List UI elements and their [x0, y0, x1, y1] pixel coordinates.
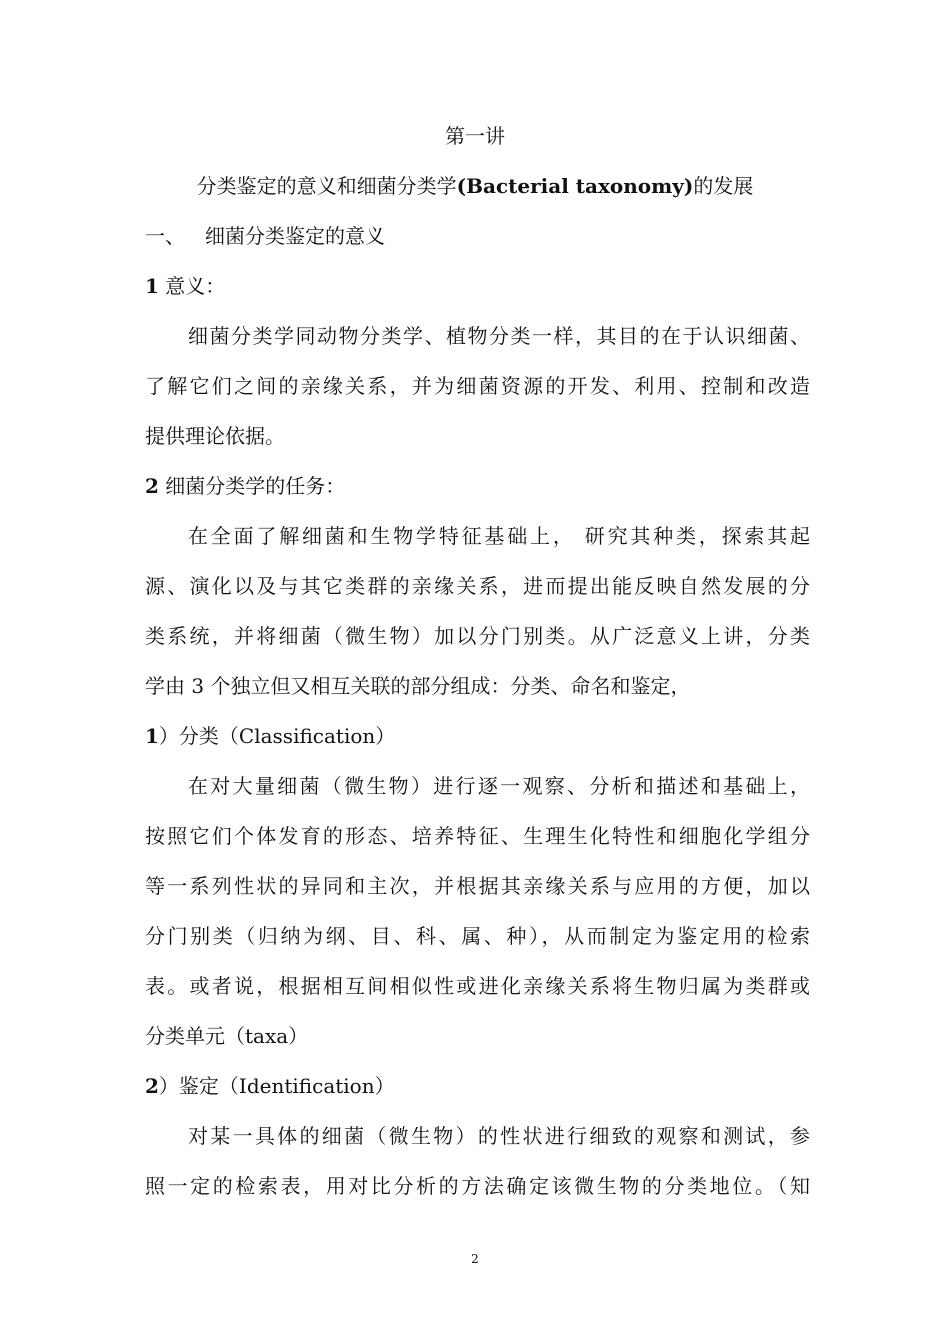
para1-line-3: 提供理论依据。: [145, 424, 285, 448]
item-1-text: ）分类（Classification）: [158, 724, 396, 748]
item-2-number: 2: [145, 1074, 159, 1098]
para4-line-2: 照一定的检索表，用对比分析的方法确定该微生物的分类地位。（知: [145, 1174, 810, 1198]
subheading-2: [145, 472, 810, 500]
para3-line-5: 表。或者说，根据相互间相似性或进化亲缘关系将生物归属为类群或: [145, 974, 810, 998]
item-1-number: 1: [145, 724, 159, 748]
para3-line-2: 按照它们个体发育的形态、培养特征、生理生化特性和细胞化学组分: [145, 824, 810, 848]
section-title-pre: 分类鉴定的意义和细菌分类学: [196, 174, 457, 198]
para2-line-2: 源、演化以及与其它类群的亲缘关系，进而提出能反映自然发展的分: [145, 574, 810, 598]
para1-line-2: 了解它们之间的亲缘关系，并为细菌资源的开发、利用、控制和改造: [145, 374, 810, 398]
para2-line-3: 类系统，并将细菌（微生物）加以分门别类。从广泛意义上讲，分类: [145, 624, 810, 648]
para3-line-4: 分门别类（归纳为纲、目、科、属、种），从而制定为鉴定用的检索: [145, 924, 810, 948]
page-number: 2: [471, 1252, 479, 1266]
section-title-bold: (Bacterial taxonomy): [456, 174, 694, 198]
subheading-1-text: 意义：: [165, 274, 226, 298]
lecture-title: 第一讲: [445, 124, 505, 148]
subheading-2-text: 细菌分类学的任务：: [165, 474, 346, 498]
para2-line-1: 在全面了解细菌和生物学特征基础上， 研究其种类，探索其起: [188, 524, 810, 548]
item-1: [145, 722, 810, 750]
subheading-1-number: 1: [145, 274, 159, 298]
para3-line-1: 在对大量细菌（微生物）进行逐一观察、分析和描述和基础上，: [188, 774, 810, 798]
item-2-text: ）鉴定（Identification）: [158, 1074, 395, 1098]
section-title: [0, 172, 950, 200]
heading-1-number: 一、: [145, 224, 185, 248]
para3-line-6: 分类单元（taxa）: [145, 1024, 309, 1048]
heading-1-text: 细菌分类鉴定的意义: [205, 224, 385, 248]
heading-1: [145, 222, 810, 250]
para1-line-1: 细菌分类学同动物分类学、植物分类一样，其目的在于认识细菌、: [188, 324, 810, 348]
section-title-post: 的发展: [693, 174, 754, 198]
item-2: [145, 1072, 810, 1100]
subheading-1: [145, 272, 810, 300]
para3-line-3: 等一系列性状的异同和主次，并根据其亲缘关系与应用的方便，加以: [145, 874, 810, 898]
para2-line-4: 学由 3 个独立但又相互关联的部分组成：分类、命名和鉴定，: [145, 674, 691, 698]
para4-line-1: 对某一具体的细菌（微生物）的性状进行细致的观察和测试，参: [188, 1124, 810, 1148]
subheading-2-number: 2: [145, 474, 159, 498]
